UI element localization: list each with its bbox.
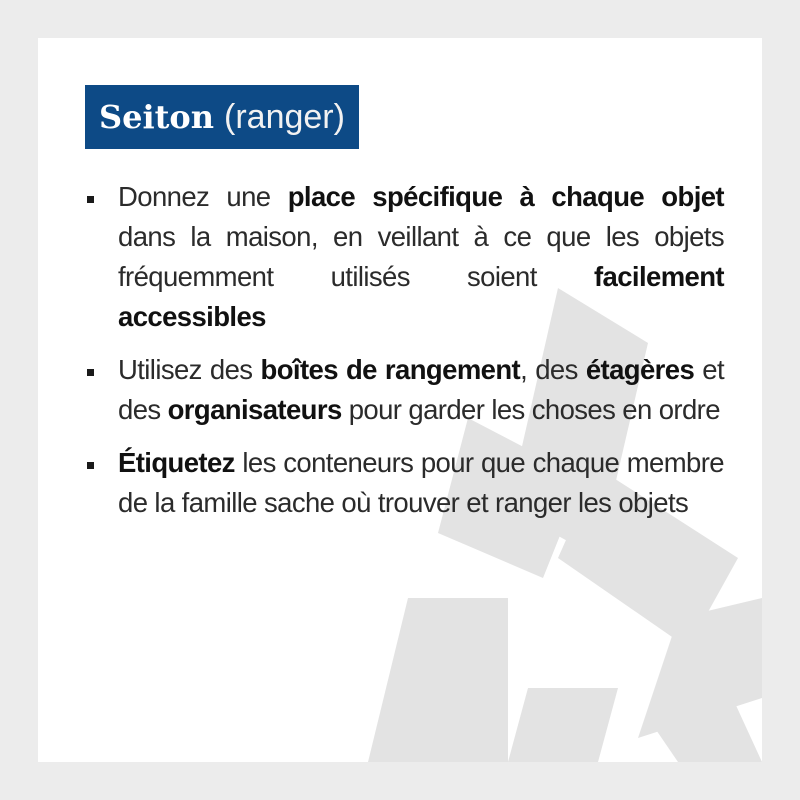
bullet-list (84, 177, 724, 536)
bullet-emphasis: Étiquetez (118, 447, 235, 478)
bullet-text (118, 443, 724, 523)
bullet-segment: Utilisez des (118, 354, 261, 385)
title-subtitle: (ranger) (224, 98, 345, 136)
bullet-emphasis: facilement accessibles (118, 261, 724, 332)
square-bullet-icon (87, 369, 94, 376)
bullet-segment: Donnez une (118, 181, 288, 212)
bullet-item (84, 177, 724, 337)
square-bullet-icon (87, 462, 94, 469)
bullet-segment: dans la maison, en veillant à ce que les objets fréquemment utilisés soient (118, 221, 724, 292)
bullet-emphasis: boîtes de rangement (260, 354, 521, 385)
square-bullet-icon (87, 196, 94, 203)
bullet-segment: les conteneurs pour que chaque membre de la famille sache où trouver et ranger les objets (118, 447, 724, 518)
title-banner (85, 85, 359, 149)
bullet-text (118, 350, 724, 430)
bullet-emphasis: place spécifique à chaque objet (287, 181, 724, 212)
bullet-segment: et des (118, 354, 724, 425)
content-card (38, 38, 762, 762)
title-main: Seiton (99, 98, 215, 136)
bullet-segment: pour garder les choses en ordre (341, 394, 720, 425)
bullet-item (84, 443, 724, 523)
bullet-emphasis: étagères (585, 354, 695, 385)
bullet-text (118, 177, 724, 337)
bullet-emphasis: organisateurs (167, 394, 342, 425)
bullet-segment: , des (520, 354, 586, 385)
bullet-item (84, 350, 724, 430)
